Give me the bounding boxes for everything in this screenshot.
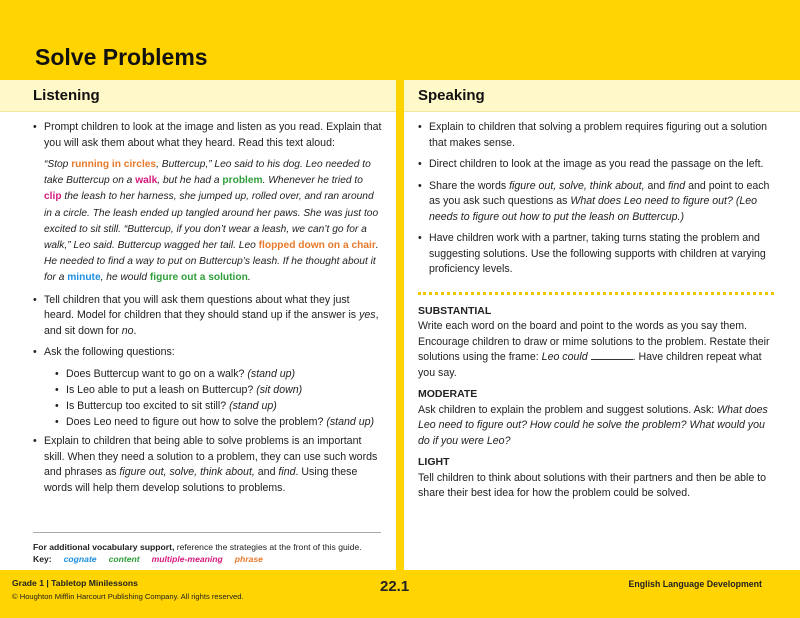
footer-subject: English Language Development bbox=[628, 579, 762, 589]
question-list bbox=[55, 367, 382, 431]
speaking-bullet-1: • Explain to children that solving a problem requires figuring out a solution that makes sense. bbox=[418, 120, 774, 151]
speaking-bullet-3: • Share the words figure out, solve, think about, and find and point to each as you ask such questions as What does Leo need to figure out? (Leo needs to figure out how to put the leash on Buttercup.) bbox=[418, 179, 774, 226]
substantial-heading: SUBSTANTIAL bbox=[418, 304, 492, 317]
vocab-cognate: minute bbox=[67, 272, 101, 284]
question-item: • Is Buttercup too excited to sit still? (stand up) bbox=[55, 399, 382, 415]
listening-bullet-3: • Ask the following questions: bbox=[33, 345, 382, 361]
key-cognate: cognate bbox=[63, 554, 97, 564]
key-phrase: phrase bbox=[234, 554, 263, 564]
footer-copyright: © Houghton Mifflin Harcourt Publishing Company. All rights reserved. bbox=[12, 592, 244, 601]
speaking-heading: Speaking bbox=[404, 80, 800, 112]
listening-bullet-4: • Explain to children that being able to solve problems is an important skill. When they need a solution to a problem, they can use such words and phrases as figure out, solve, think about, and find. Using these words will help them develop solutions to problems. bbox=[33, 434, 382, 496]
question-item: • Does Buttercup want to go on a walk? (stand up) bbox=[55, 367, 382, 383]
key-multiple-meaning: multiple-meaning bbox=[151, 554, 223, 564]
speaking-bullet-2: • Direct children to look at the image as you read the passage on the left. bbox=[418, 157, 774, 173]
question-item: • Is Leo able to put a leash on Buttercup? (sit down) bbox=[55, 383, 382, 399]
vocab-phrase: running in circles bbox=[71, 159, 157, 170]
light-text: Tell children to think about solutions with their partners and then be able to share their best idea for how the problem could be solved. bbox=[418, 471, 767, 499]
dotted-divider bbox=[418, 292, 774, 295]
speaking-content bbox=[404, 112, 800, 502]
vocab-content: problem bbox=[222, 175, 263, 187]
page-title: Solve Problems bbox=[35, 44, 208, 70]
page-number: 22.1 bbox=[380, 578, 410, 595]
listening-content bbox=[0, 112, 396, 496]
vocab-multiple-meaning: clip bbox=[44, 191, 62, 203]
listening-heading: Listening bbox=[0, 80, 396, 112]
vocabulary-note: For additional vocabulary support, reference the strategies at the front of this guide. Key: cognate content multiple-meaning phrase bbox=[33, 532, 381, 565]
key-content: content bbox=[108, 554, 140, 564]
listening-panel bbox=[0, 80, 396, 570]
fill-in-blank bbox=[591, 350, 633, 360]
speaking-panel bbox=[404, 80, 800, 570]
vocab-phrase: flopped down on a chair bbox=[258, 240, 376, 252]
moderate-heading: MODERATE bbox=[418, 388, 478, 400]
vocab-multiple-meaning: walk bbox=[135, 175, 158, 187]
page-footer bbox=[0, 570, 800, 618]
question-item: • Does Leo need to figure out how to solve the problem? (stand up) bbox=[55, 415, 382, 431]
color-key: Key: cognate content multiple-meaning phrase bbox=[33, 554, 263, 564]
moderate-text: Ask children to explain the problem and suggest solutions. Ask: What does Leo need to figure out? How could he solve the problem? What would you do if you were Leo? bbox=[418, 403, 768, 447]
listening-bullet-1: • Prompt children to look at the image and listen as you read. Explain that you will ask them about what they heard. Read this text aloud: bbox=[33, 120, 382, 151]
substantial-text: Write each word on the board and point to the words as you say them. Encourage children to draw or mime solutions to the problem. Restate their solutions using the frame: Leo could . Have children repeat what you say. bbox=[418, 320, 770, 379]
vocab-content: figure out a solution bbox=[149, 272, 248, 284]
read-aloud-passage: “Stop running in circles, Buttercup,” Leo said to his dog. Leo needed to take Buttercup on a walk, but he had a problem. Whenever he tried to clip the leash to her harness, she jumped up, rolled over, and ran around in a circle. The leash ended up tangled around her paws. She was just too excited to sit still. “Buttercup, if you don’t wear a leash, we can’t go for a walk,” Leo said. Buttercup wagged her tail. Leo flopped down on a chair. He needed to find a way to put on Buttercup’s leash. If he thought about it for a minute, he would figure out a solution. bbox=[44, 159, 379, 284]
footer-grade: Grade 1 | Tabletop Minilessons bbox=[12, 578, 138, 588]
light-heading: LIGHT bbox=[418, 456, 450, 468]
listening-bullet-2: • Tell children that you will ask them questions about what they just heard. Model for children that they should stand up if the answer is yes, and sit down for no. bbox=[33, 293, 382, 340]
speaking-bullet-4: • Have children work with a partner, taking turns stating the problem and suggesting solutions. Use the following supports with children at varying proficiency levels. bbox=[418, 231, 774, 278]
